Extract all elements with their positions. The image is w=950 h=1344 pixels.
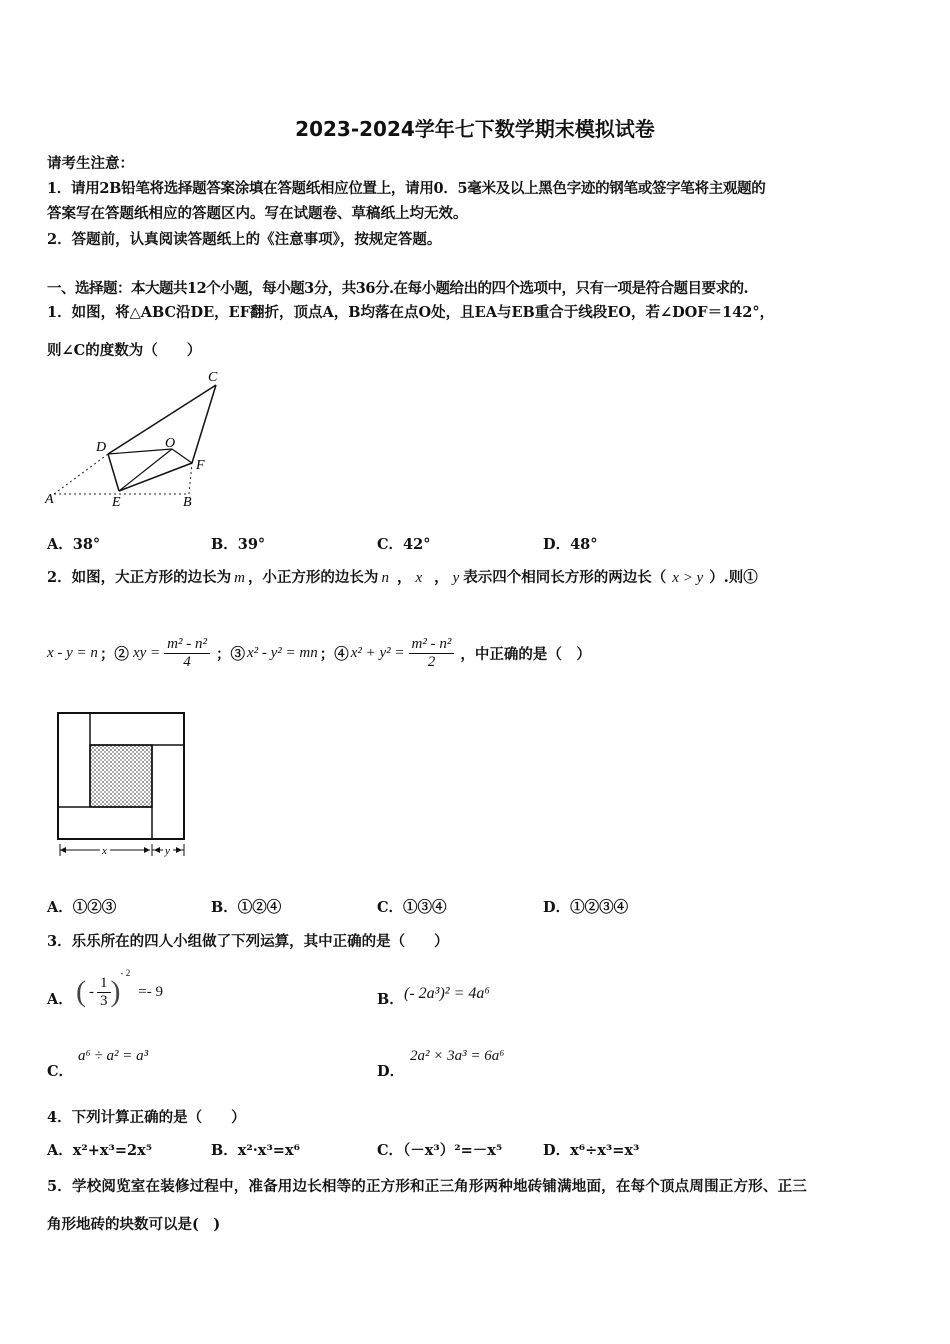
q2-stem-line-1: 2．如图，大正方形的边长为 m ，小正方形的边长为 n ， x ， y 表示四个相同长方形的两边长（ x > y ）.则① — [47, 569, 758, 586]
q1-option-b: B．39° — [211, 536, 266, 553]
q4-stem: 4．下列计算正确的是（ ） — [47, 1109, 246, 1126]
q1-option-d: D．48° — [543, 536, 598, 553]
notice-heading: 请考生注意： — [47, 155, 134, 172]
section-heading: 一、选择题：本大题共12个小题，每小题3分，共36分.在每小题给出的四个选项中，只有一项是符合题目要求的. — [47, 280, 749, 297]
q1-triangle-figure — [40, 365, 240, 515]
q3-option-c-expr: a⁶ ÷ a² = a³ — [78, 1048, 149, 1064]
q2-fraction-1: $\frac{\text{m² - n²}}{4}$ — [164, 636, 210, 671]
q3-stem: 3．乐乐所在的四人小组做了下列运算，其中正确的是（ ） — [47, 933, 449, 950]
q2-option-d: D．①②③④ — [543, 899, 629, 916]
q1-option-c: C．42° — [377, 536, 431, 553]
q3-option-a-label: A． — [47, 991, 73, 1008]
q2-option-a: A．①②③ — [47, 899, 117, 916]
q4-option-d: D．x⁶÷x³=x³ — [543, 1142, 640, 1159]
q5-stem-line-2: 角形地砖的块数可以是( ) — [47, 1216, 221, 1233]
page-title: 2023-2024学年七下数学期末模拟试卷 — [295, 117, 655, 141]
q2-stem-line-2: x - y = n ；② xy = $\frac{\text{m² - n²}}{4}$ ；③ x² - y² = mn ；④ x² + y² = $\frac{\text{m² - n²}}{2}$ ，中正确的是（ ） — [47, 635, 591, 670]
q4-option-a: A．x²+x³=2x⁵ — [47, 1142, 153, 1159]
label-B: B — [183, 495, 192, 510]
q1-option-a: A．38° — [47, 536, 101, 553]
notice-line-2: 答案写在答题纸相应的答题区内。写在试题卷、草稿纸上均无效。 — [47, 205, 468, 222]
q3-option-a-expr: ( - $\frac{1}{3}$ ) - 2 =- 9 — [76, 968, 163, 1009]
q3-option-c-label: C． — [47, 1063, 74, 1080]
q1-stem-line-1: 1．如图，将△ABC沿DE，EF翻折，顶点A，B均落在点O处，且EA与EB重合于线段EO，若∠DOF＝142°， — [47, 304, 775, 321]
fig-label-y: y — [165, 845, 170, 857]
q2-formula-3: x² - y² = mn — [246, 644, 318, 661]
q5-stem-line-1: 5．学校阅览室在装修过程中，准备用边长相等的正方形和正三角形两种地砖铺满地面，在每个顶点周围正方形、正三 — [47, 1178, 807, 1195]
q2-square-figure — [50, 705, 200, 865]
q3-option-d-label: D． — [377, 1063, 405, 1080]
q3-option-b-label: B． — [377, 991, 404, 1008]
q4-option-c: C．（－x³）²=－x⁵ — [377, 1142, 503, 1159]
q2-option-c: C．①③④ — [377, 899, 447, 916]
label-A: A — [45, 492, 54, 507]
q2-formula-1: x - y = n — [47, 644, 98, 661]
label-F: F — [196, 458, 205, 473]
label-E: E — [112, 495, 121, 510]
label-C: C — [208, 370, 218, 385]
q3-option-d-expr: 2a² × 3a³ = 6a⁶ — [410, 1048, 505, 1064]
q3-option-b-expr: (- 2a³)² = 4a⁶ — [404, 985, 490, 1002]
q2-option-b: B．①②④ — [211, 899, 282, 916]
q1-stem-line-2: 则∠C的度数为（ ） — [47, 342, 202, 359]
notice-line-1: 1．请用2B铅笔将选择题答案涂填在答题纸相应位置上，请用0．5毫米及以上黑色字迹的钢笔或签字笔将主观题的 — [47, 180, 766, 197]
fig-label-x: x — [102, 845, 107, 857]
q2-fraction-2: $\frac{\text{m² - n²}}{2}$ — [409, 636, 455, 671]
notice-line-3: 2．答题前，认真阅读答题纸上的《注意事项》，按规定答题。 — [47, 231, 442, 248]
label-D: D — [96, 440, 107, 455]
label-O: O — [165, 436, 176, 451]
q4-option-b: B．x²·x³=x⁶ — [211, 1142, 300, 1159]
